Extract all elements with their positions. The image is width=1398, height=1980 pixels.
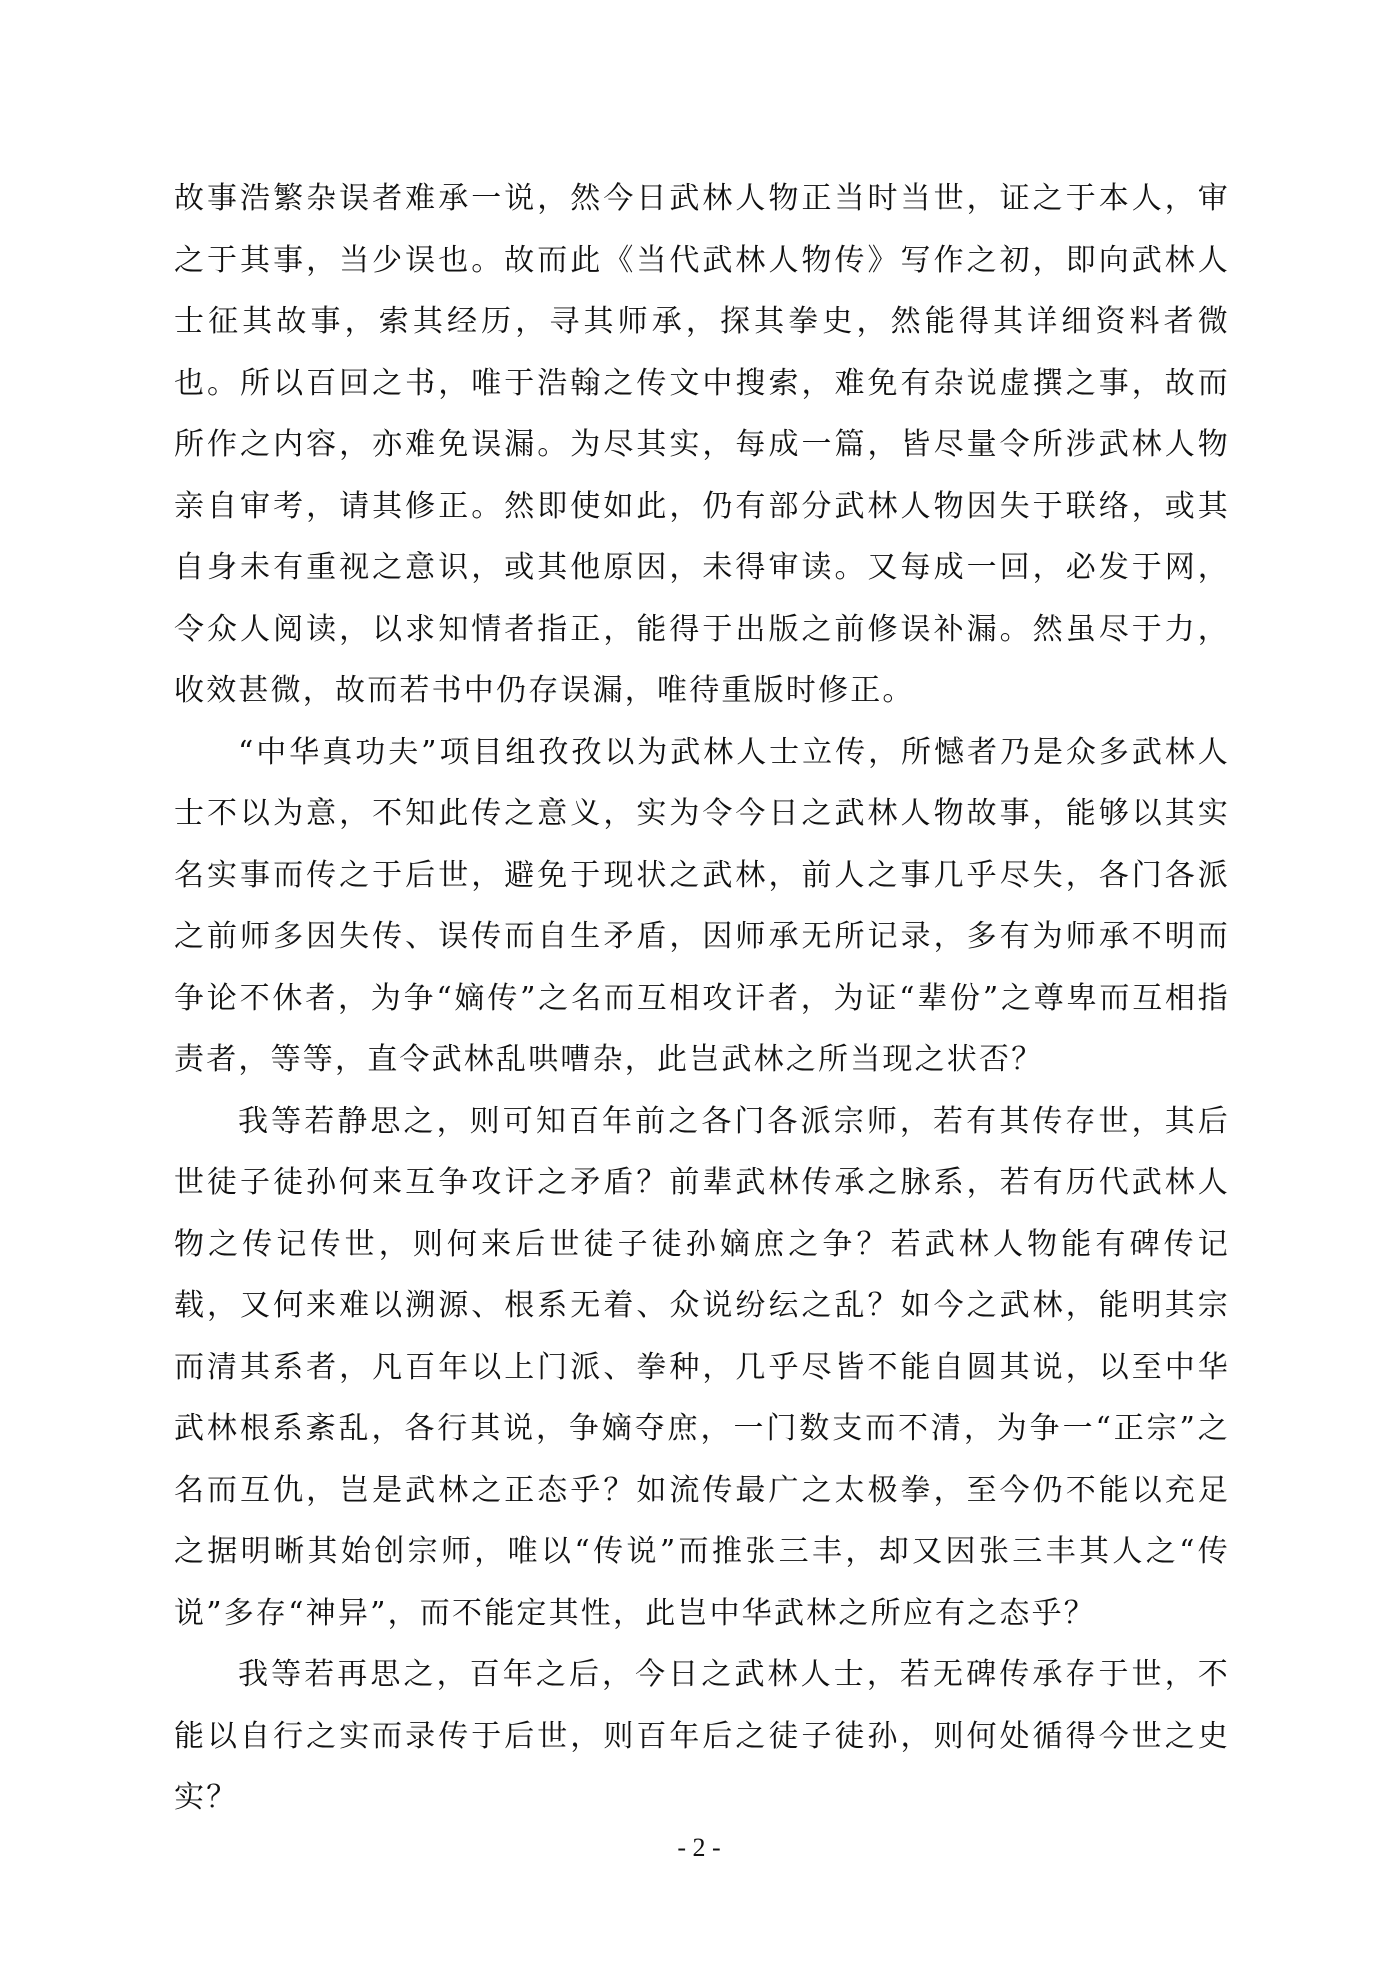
paragraph-2: “中华真功夫”项目组孜孜以为武林人士立传，所憾者乃是众多武林人士不以为意，不知此传之意义，实为令今日之武林人物故事，能够以其实名实事而传之于后世，避免于现状之武林，前人之事几乎尽失，各门各派之前师多因失传、误传而自生矛盾，因师承无所记录，多有为师承不明而争论不休者，为争“嫡传”之名而互相攻讦者，为证“辈份”之尊卑而互相指责者，等等，直令武林乱哄嘈杂，此岂武林之所当现之状否？ xyxy=(174,734,1230,1077)
paragraph-1: 故事浩繁杂误者难承一说，然今日武林人物正当时当世，证之于本人，审之于其事，当少误也。故而此《当代武林人物传》写作之初，即向武林人士征其故事，索其经历，寻其师承，探其拳史，然能得其详细资料者微也。所以百回之书，唯于浩翰之传文中搜索，难免有杂说虚撰之事，故而所作之内容，亦难免误漏。为尽其实，每成一篇，皆尽量令所涉武林人物亲自审考，请其修正。然即使如此，仍有部分武林人物因失于联络，或其自身未有重视之意识，或其他原因，未得审读。又每成一回，必发于网，令众人阅读，以求知情者指正，能得于出版之前修误补漏。然虽尽于力，收效甚微，故而若书中仍存误漏，唯待重版时修正。 xyxy=(174,181,1230,708)
paragraph-3: 我等若静思之，则可知百年前之各门各派宗师，若有其传存世，其后世徒子徒孙何来互争攻讦之矛盾？前辈武林传承之脉系，若有历代武林人物之传记传世，则何来后世徒子徒孙嫡庶之争？若武林人物能有碑传记载，又何来难以溯源、根系无着、众说纷纭之乱？如今之武林，能明其宗而清其系者，凡百年以上门派、拳种，几乎尽皆不能自圆其说，以至中华武林根系紊乱，各行其说，争嫡夺庶，一门数支而不清，为争一“正宗”之名而互仇，岂是武林之正态乎？如流传最广之太极拳，至今仍不能以充足之据明晰其始创宗师，唯以“传说”而推张三丰，却又因张三丰其人之“传说”多存“神异”，而不能定其性，此岂中华武林之所应有之态乎？ xyxy=(174,1103,1230,1631)
paragraph-4: 我等若再思之，百年之后，今日之武林人士，若无碑传承存于世，不能以自行之实而录传于后世，则百年后之徒子徒孙，则何处循得今世之史实？ xyxy=(174,1657,1230,1815)
body-text xyxy=(174,168,1230,1829)
page-number: - 2 - xyxy=(677,1833,721,1862)
